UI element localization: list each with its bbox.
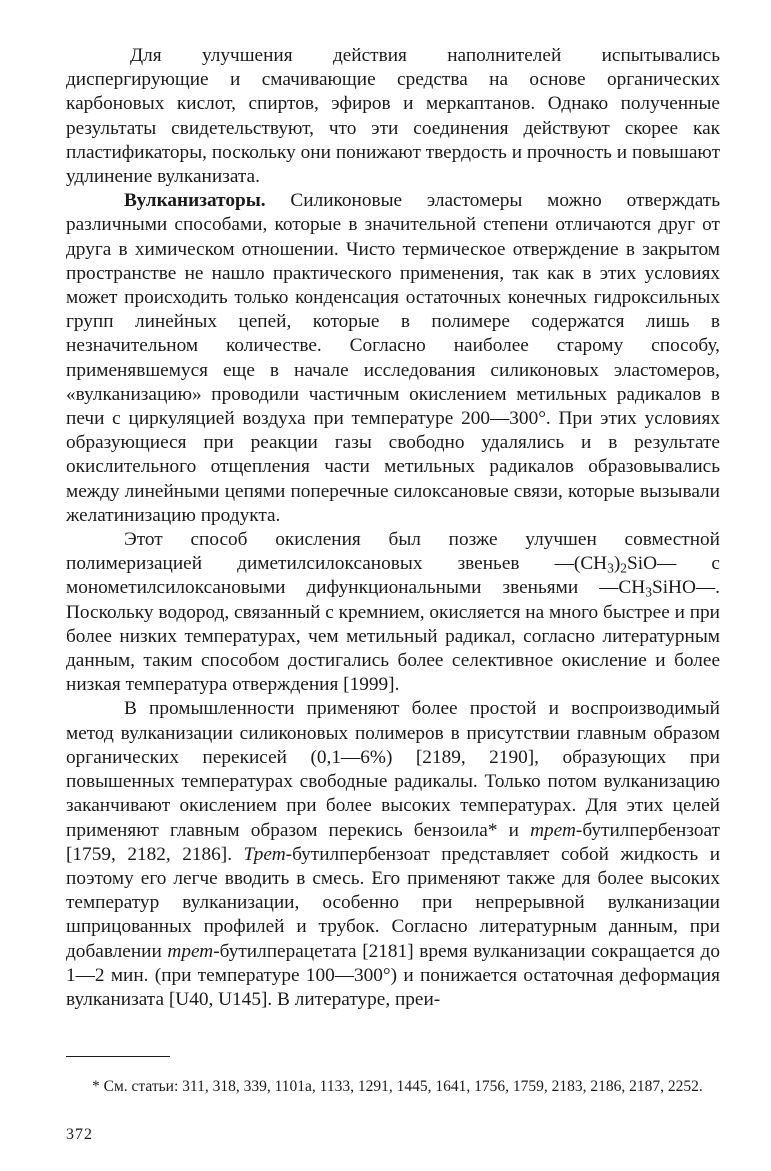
italic-term: трет <box>167 940 214 962</box>
paragraph-oxidation <box>66 528 720 697</box>
paragraph-fillers <box>66 44 720 189</box>
paragraph-text: Для улучшения действия наполнителей испытывались диспергирующие и смачивающие средства на основе органических карбоновых кислот, спиртов, эфиров и меркаптанов. Однако полученные результаты свидетельствуют, что эти соединения действуют скорее как пластификаторы, поскольку они понижают твердость и прочность и повышают удлинение вулканизата. <box>66 45 720 188</box>
footnote: * См. статьи: 311, 318, 339, 1101а, 1133, 1291, 1445, 1641, 1756, 1759, 2183, 2186, 2187, 2252. <box>92 1078 703 1095</box>
body-text <box>66 44 720 1012</box>
footnote-separator <box>66 1056 170 1057</box>
text-fragment: -бутилпербензоат представляет собой жидкость и поэтому его легче вводить в смесь. Его применяют также для более высоких температур вулканизации, особенно при непрерывной вулканизации шприцованных профилей и трубок. Согласно литературным данным, при добавлении <box>66 843 721 962</box>
subscript: 3 <box>607 560 614 576</box>
text-fragment: ) <box>613 553 621 575</box>
italic-term: трет <box>530 819 576 841</box>
text-fragment: -бутилперацетата [2181] время вулканизации сокращается до 1—2 мин. (при температуре 100—300°) и понижается остаточная деформация вулканизата [U40, U145]. В литературе, преи- <box>66 940 720 1010</box>
subscript: 2 <box>620 560 628 576</box>
text-fragment: SiHO—. Поскольку водород, связанный с кремнием, окисляется на много быстрее и при более низких температурах, чем метильный радикал, согласно литературным данным, таким способом достигались более селективное окисление и более низкая температура отверждения [1999]. <box>66 577 720 696</box>
paragraph-vulcanizers <box>66 189 720 528</box>
subscript: 3 <box>645 584 652 600</box>
text-fragment: Этот способ окисления был позже улучшен совместной полимеризацией диметилсилоксановых звеньев —(CH <box>66 529 720 575</box>
text-fragment: В промышленности применяют более простой и воспроизводимый метод вулканизации силиконовых полимеров в присутствии главным образом органических перекисей (0,1—6%) [2189, 2190], образующих при повышенных температурах свободные радикалы. Только потом вулканизацию заканчивают окислением при более высоких температурах. Для этих целей применяют главным образом перекись бензоила* и <box>66 698 720 841</box>
text-fragment: SiO— с монометилсилоксановыми дифункциональными звеньями —CH <box>66 553 720 599</box>
section-runin-heading: Вулканизаторы. <box>124 190 266 212</box>
italic-term: Трет <box>243 843 286 865</box>
page-number: 372 <box>66 1126 93 1143</box>
paragraph-peroxides <box>66 697 720 1012</box>
text-fragment: -бутилпербензоат [1759, 2182, 2186]. <box>66 819 720 865</box>
paragraph-text: Силиконовые эластомеры можно отверждать различными способами, которые в значительной степени отличаются друг от друга в химическом отношении. Чисто термическое отверждение в закрытом пространстве не нашло практического применения, так как в этих условиях может происходить только конденсация остаточных конечных гидроксильных групп линейных цепей, которые в полимере содержатся лишь в незначительном количестве. Согласно наиболее старому способу, применявшемуся еще в начале исследования силиконовых эластомеров, «вулканизацию» проводили частичным окислением метильных радикалов в печи с циркуляцией воздуха при температуре 200—300°. При этих условиях образующиеся при реакции газы свободно удалялись и в результате окислительного отщепления части метильных радикалов образовывались между линейными цепями поперечные силоксановые связи, которые вызывали желатинизацию продукта. <box>66 190 720 526</box>
